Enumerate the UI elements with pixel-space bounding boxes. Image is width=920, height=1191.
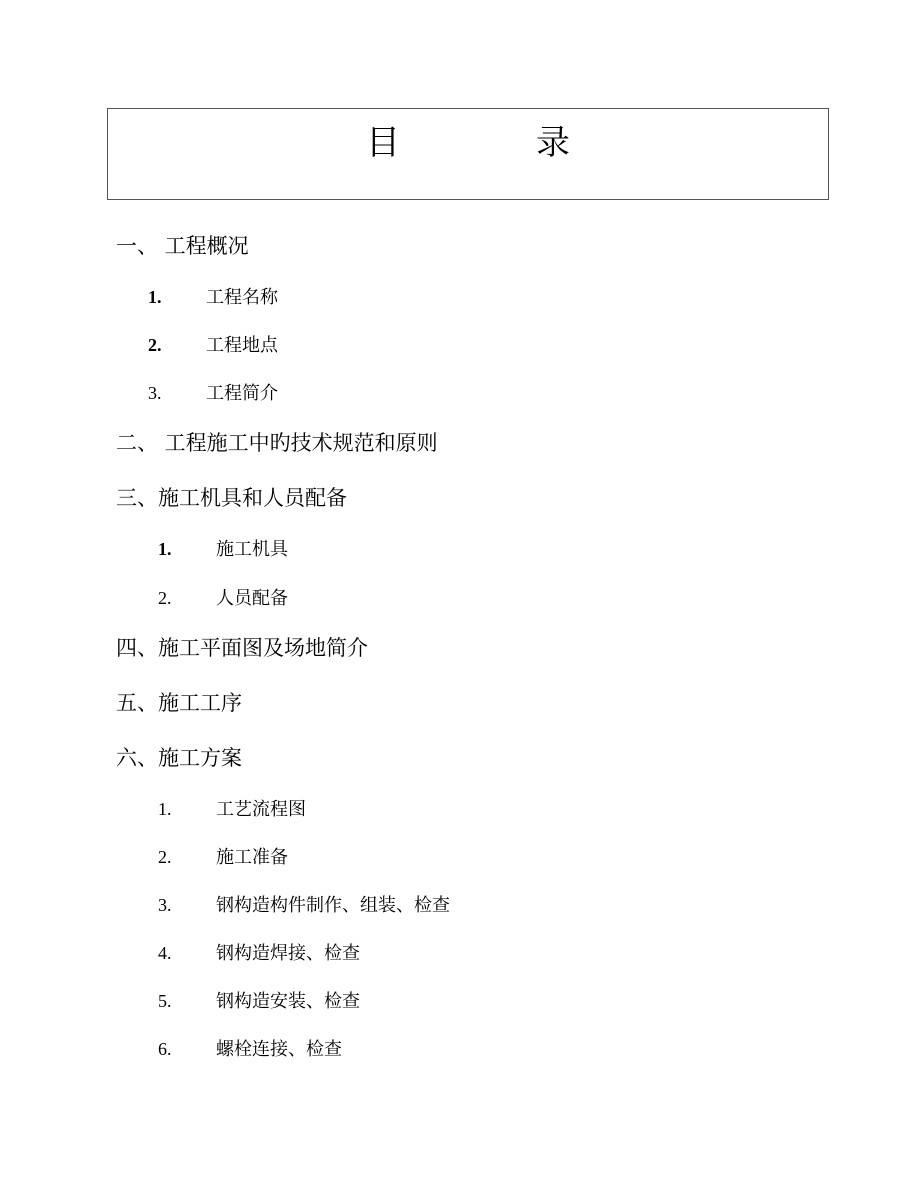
- toc-item-number: 3.: [158, 895, 172, 915]
- toc-item: [158, 537, 288, 562]
- toc-item-number: 4.: [158, 943, 172, 963]
- toc-item: [148, 333, 278, 358]
- toc-item: [148, 381, 278, 406]
- toc-item: [158, 893, 450, 918]
- toc-section-heading: 六、施工方案: [116, 746, 242, 770]
- toc-item-number: 1.: [158, 539, 172, 559]
- toc-item: [158, 845, 288, 870]
- toc-item-label: 施工机具: [216, 539, 288, 560]
- toc-item-number: 2.: [148, 335, 162, 355]
- toc-title-char-1: 目: [366, 123, 400, 163]
- toc-item-number: 1.: [158, 799, 172, 819]
- toc-item: [158, 989, 360, 1014]
- toc-item-number: 2.: [158, 847, 172, 867]
- toc-item-label: 工艺流程图: [216, 799, 306, 820]
- toc-item-number: 2.: [158, 588, 172, 608]
- toc-section-heading: 一、 工程概况: [116, 234, 249, 258]
- toc-item-label: 钢构造安装、检查: [216, 991, 360, 1012]
- toc-section-heading: 五、施工工序: [116, 691, 242, 715]
- toc-item: [148, 285, 278, 310]
- toc-section-heading: 二、 工程施工中旳技术规范和原则: [116, 431, 438, 455]
- toc-item: [158, 941, 360, 966]
- toc-item: [158, 797, 306, 822]
- toc-item-number: 3.: [148, 383, 162, 403]
- toc-item-label: 人员配备: [216, 588, 288, 609]
- toc-section-heading: 四、施工平面图及场地简介: [116, 636, 368, 660]
- toc-item-label: 螺栓连接、检查: [216, 1039, 342, 1060]
- toc-item: [158, 586, 288, 611]
- toc-title-box: [107, 108, 829, 200]
- toc-title-char-2: 录: [536, 123, 570, 163]
- toc-item-label: 工程名称: [206, 287, 278, 308]
- toc-item-number: 1.: [148, 287, 162, 307]
- toc-section-heading: 三、施工机具和人员配备: [116, 486, 347, 510]
- toc-item-label: 钢构造构件制作、组装、检查: [216, 895, 450, 916]
- toc-item-number: 5.: [158, 991, 172, 1011]
- toc-item-label: 钢构造焊接、检查: [216, 943, 360, 964]
- toc-item-number: 6.: [158, 1039, 172, 1059]
- toc-item: [158, 1037, 342, 1062]
- toc-item-label: 施工准备: [216, 847, 288, 868]
- toc-item-label: 工程地点: [206, 335, 278, 356]
- toc-item-label: 工程简介: [206, 383, 278, 404]
